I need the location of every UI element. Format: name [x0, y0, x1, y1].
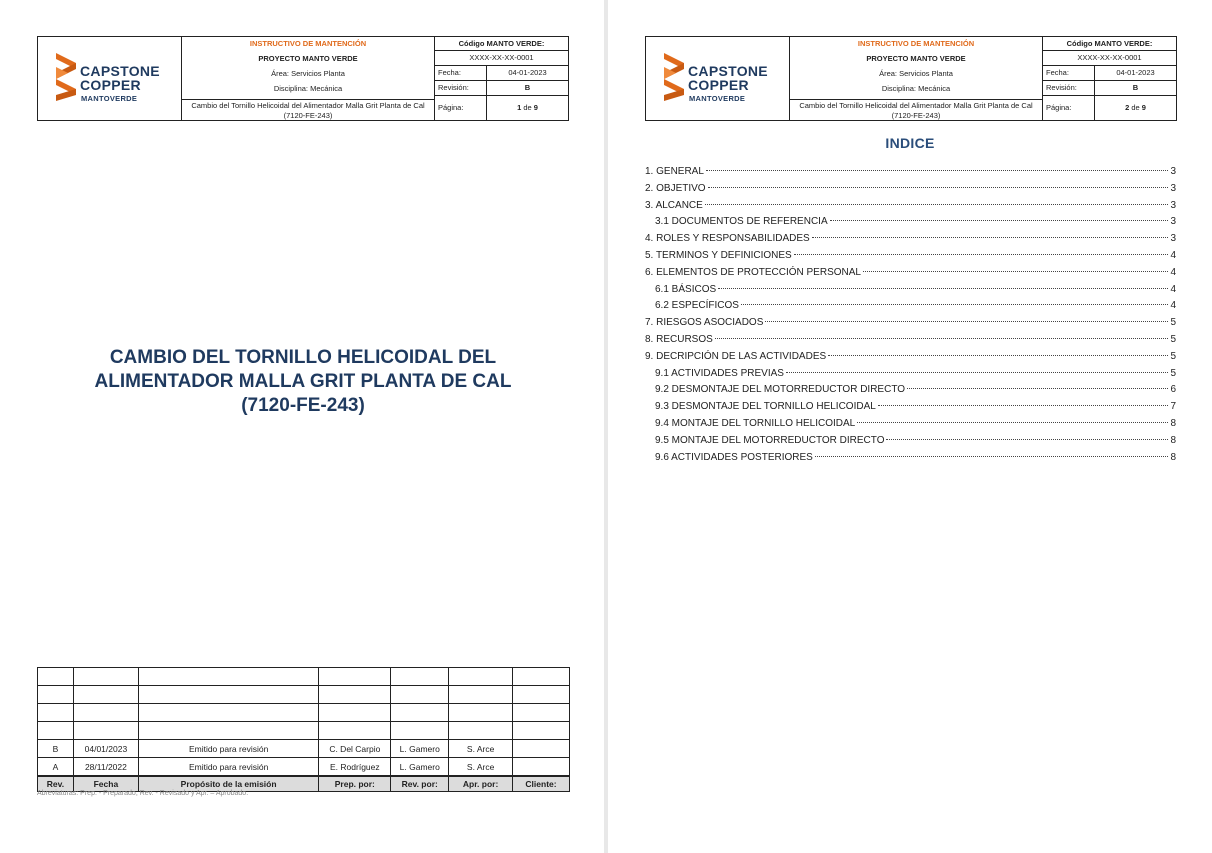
header-date: Fecha: [73, 776, 138, 792]
date-cell: 04/01/2023: [73, 740, 138, 758]
toc-entry-page: 4: [1170, 249, 1176, 261]
doc-type: INSTRUCTIVO DE MANTENCIÓN: [249, 39, 367, 48]
toc-entry[interactable]: [645, 164, 1176, 181]
toc-entry-page: 5: [1170, 333, 1176, 345]
document-page-1: [0, 0, 604, 853]
toc-entry[interactable]: [645, 231, 1176, 248]
header-rev: Rev.: [38, 776, 74, 792]
toc-entry-text: 9.6 ACTIVIDADES POSTERIORES: [655, 451, 813, 463]
toc-entry-text: 9. DECRIPCIÓN DE LAS ACTIVIDADES: [645, 350, 827, 362]
toc-entry-text: 1. GENERAL: [645, 166, 704, 177]
discipline: Disciplina: Mecánica: [881, 84, 951, 93]
toc-entry[interactable]: [645, 265, 1176, 282]
toc-entry-text: 5. TERMINOS Y DEFINICIONES: [645, 249, 792, 261]
purpose-cell: Emitido para revisión: [138, 758, 319, 777]
table-of-contents: [645, 164, 1176, 466]
toc-entry[interactable]: [645, 315, 1176, 332]
date-value: 04-01-2023: [487, 66, 568, 81]
title-line: (7120-FE-243): [241, 395, 365, 416]
logo-text-copper: COPPER: [688, 77, 749, 93]
table-row: [38, 758, 570, 777]
toc-entry-page: 8: [1170, 417, 1176, 429]
doc-type: INSTRUCTIVO DE MANTENCIÓN: [857, 39, 975, 48]
header-prepared: Prep. por:: [319, 776, 391, 792]
toc-entry-page: 6: [1170, 384, 1176, 396]
toc-entry-page: 5: [1170, 350, 1176, 362]
logo-text-copper: COPPER: [80, 77, 141, 93]
toc-entry-page: 5: [1170, 367, 1176, 379]
toc-entry-text: 3. ALCANCE: [645, 199, 703, 211]
prepared-cell: E. Rodríguez: [319, 758, 391, 777]
toc-entry-text: 9.4 MONTAJE DEL TORNILLO HELICOIDAL: [655, 417, 856, 429]
document-subject: Cambio del Tornillo Helicoidal del Alimentador Malla Grit Planta de Cal (7120-FE-243): [790, 99, 1042, 120]
toc-entry[interactable]: [645, 416, 1176, 433]
toc-entry-text: 9.2 DESMONTAJE DEL MOTORREDUCTOR DIRECTO: [655, 384, 906, 396]
rev-cell: B: [38, 740, 74, 758]
table-row: [38, 704, 570, 722]
revision-table: [37, 667, 570, 792]
toc-entry-text: 8. RECURSOS: [645, 333, 713, 345]
title-line: CAMBIO DEL TORNILLO HELICOIDAL DEL: [109, 347, 497, 368]
toc-leader-dots: [708, 187, 1169, 188]
logo-text-mantoverde: MANTOVERDE: [81, 94, 138, 103]
toc-entry[interactable]: [645, 366, 1176, 383]
code-label: Código MANTO VERDE:: [1043, 37, 1176, 51]
toc-entry-page: 4: [1170, 300, 1176, 312]
toc-entry-page: 8: [1170, 451, 1176, 463]
toc-entry-page: 3: [1170, 182, 1176, 194]
logo-text-capstone: CAPSTONE: [688, 63, 768, 79]
toc-leader-dots: [765, 321, 1168, 322]
toc-entry-page: 3: [1170, 216, 1176, 228]
toc-entry-text: 9.1 ACTIVIDADES PREVIAS: [655, 367, 784, 379]
toc-leader-dots: [705, 204, 1169, 205]
toc-entry-page: 3: [1170, 199, 1176, 211]
toc-leader-dots: [907, 388, 1168, 389]
toc-leader-dots: [886, 439, 1168, 440]
code-value: XXXX-XX-XX-0001: [1043, 51, 1176, 66]
toc-entry[interactable]: [645, 433, 1176, 450]
toc-entry-page: 3: [1170, 166, 1176, 177]
date-label: Fecha:: [1043, 66, 1095, 81]
revision-label: Revisión:: [1043, 81, 1095, 96]
toc-entry[interactable]: [645, 248, 1176, 265]
header-purpose: Propósito de la emisión: [138, 776, 319, 792]
approved-cell: S. Arce: [449, 758, 513, 777]
revision-value: B: [487, 81, 568, 96]
toc-entry-page: 8: [1170, 434, 1176, 446]
toc-entry[interactable]: [645, 450, 1176, 467]
toc-leader-dots: [718, 288, 1168, 289]
toc-entry-text: 3.1 DOCUMENTOS DE REFERENCIA: [655, 216, 828, 228]
toc-entry-text: 9.3 DESMONTAJE DEL TORNILLO HELICOIDAL: [655, 401, 876, 413]
date-value: 04-01-2023: [1095, 66, 1176, 81]
toc-entry-page: 4: [1170, 283, 1176, 295]
table-row: [38, 686, 570, 704]
toc-entry[interactable]: [645, 349, 1176, 366]
prepared-cell: C. Del Carpio: [319, 740, 391, 758]
toc-entry[interactable]: [645, 198, 1176, 215]
toc-leader-dots: [741, 304, 1169, 305]
capstone-logo-icon: [662, 53, 686, 101]
page-number: 2 de 9: [1125, 103, 1146, 112]
toc-leader-dots: [830, 220, 1169, 221]
index-title: INDICE: [885, 135, 935, 151]
toc-entry-page: 4: [1170, 266, 1176, 278]
document-page-2: [608, 0, 1212, 853]
toc-entry[interactable]: [645, 282, 1176, 299]
toc-entry-text: 6.1 BÁSICOS: [655, 283, 717, 295]
reviewed-cell: L. Gamero: [391, 740, 449, 758]
logo-text-capstone: CAPSTONE: [80, 63, 160, 79]
logo-text-mantoverde: MANTOVERDE: [689, 94, 746, 103]
toc-leader-dots: [794, 254, 1169, 255]
toc-entry[interactable]: [645, 332, 1176, 349]
area: Área: Servicios Planta: [879, 69, 953, 78]
toc-entry-text: 7. RIESGOS ASOCIADOS: [645, 317, 764, 329]
toc-leader-dots: [812, 237, 1169, 238]
toc-entry[interactable]: [645, 298, 1176, 315]
document-subject: Cambio del Tornillo Helicoidal del Alimentador Malla Grit Planta de Cal (7120-FE-243): [182, 99, 434, 120]
page-label: Página:: [1043, 96, 1095, 120]
code-value: XXXX-XX-XX-0001: [435, 51, 568, 66]
discipline: Disciplina: Mecánica: [273, 84, 343, 93]
date-label: Fecha:: [435, 66, 487, 81]
table-row: [38, 722, 570, 740]
company-logo: [38, 37, 182, 120]
document-title: [37, 346, 569, 418]
purpose-cell: Emitido para revisión: [138, 740, 319, 758]
area: Área: Servicios Planta: [271, 69, 345, 78]
header-reviewed: Rev. por:: [391, 776, 449, 792]
toc-leader-dots: [828, 355, 1168, 356]
abbreviations-note: Abreviaturas: Prep. - Preparado, Rev. - Revisado y Apr. – Aprobado.: [37, 790, 249, 797]
header-meta: [1043, 37, 1176, 120]
toc-leader-dots: [786, 372, 1169, 373]
toc-entry-text: 6. ELEMENTOS DE PROTECCIÓN PERSONAL: [645, 266, 861, 278]
code-label: Código MANTO VERDE:: [435, 37, 568, 51]
table-row: [38, 740, 570, 758]
header-info: [182, 37, 435, 120]
revision-label: Revisión:: [435, 81, 487, 96]
document-header: [37, 36, 569, 121]
client-cell: [513, 740, 570, 758]
page-number: 1 de 9: [517, 103, 538, 112]
toc-entry[interactable]: [645, 399, 1176, 416]
toc-leader-dots: [857, 422, 1168, 423]
toc-entry-page: 7: [1170, 401, 1176, 413]
document-header: [645, 36, 1177, 121]
toc-entry-text: 4. ROLES Y RESPONSABILIDADES: [645, 233, 810, 245]
approved-cell: S. Arce: [449, 740, 513, 758]
toc-entry-text: 9.5 MONTAJE DEL MOTORREDUCTOR DIRECTO: [655, 434, 885, 446]
reviewed-cell: L. Gamero: [391, 758, 449, 777]
client-cell: [513, 758, 570, 777]
project-name: PROYECTO MANTO VERDE: [866, 54, 966, 63]
revision-value: B: [1095, 81, 1176, 96]
header-approved: Apr. por:: [449, 776, 513, 792]
date-cell: 28/11/2022: [73, 758, 138, 777]
company-logo: [646, 37, 790, 120]
toc-leader-dots: [715, 338, 1169, 339]
toc-leader-dots: [815, 456, 1169, 457]
capstone-logo-icon: [54, 53, 78, 101]
header-client: Cliente:: [513, 776, 570, 792]
rev-cell: A: [38, 758, 74, 777]
toc-leader-dots: [878, 405, 1169, 406]
header-meta: [435, 37, 568, 120]
toc-entry-page: 3: [1170, 233, 1176, 245]
toc-leader-dots: [706, 170, 1169, 171]
toc-entry[interactable]: [645, 382, 1176, 399]
toc-entry[interactable]: [645, 181, 1176, 198]
page-label: Página:: [435, 96, 487, 120]
table-row: [38, 668, 570, 686]
project-name: PROYECTO MANTO VERDE: [258, 54, 358, 63]
header-info: [790, 37, 1043, 120]
title-line: ALIMENTADOR MALLA GRIT PLANTA DE CAL: [94, 371, 512, 392]
toc-entry-text: 6.2 ESPECÍFICOS: [655, 300, 739, 312]
toc-entry[interactable]: [645, 214, 1176, 231]
toc-entry-text: 2. OBJETIVO: [645, 182, 706, 194]
toc-leader-dots: [863, 271, 1168, 272]
toc-entry-page: 5: [1170, 317, 1176, 329]
